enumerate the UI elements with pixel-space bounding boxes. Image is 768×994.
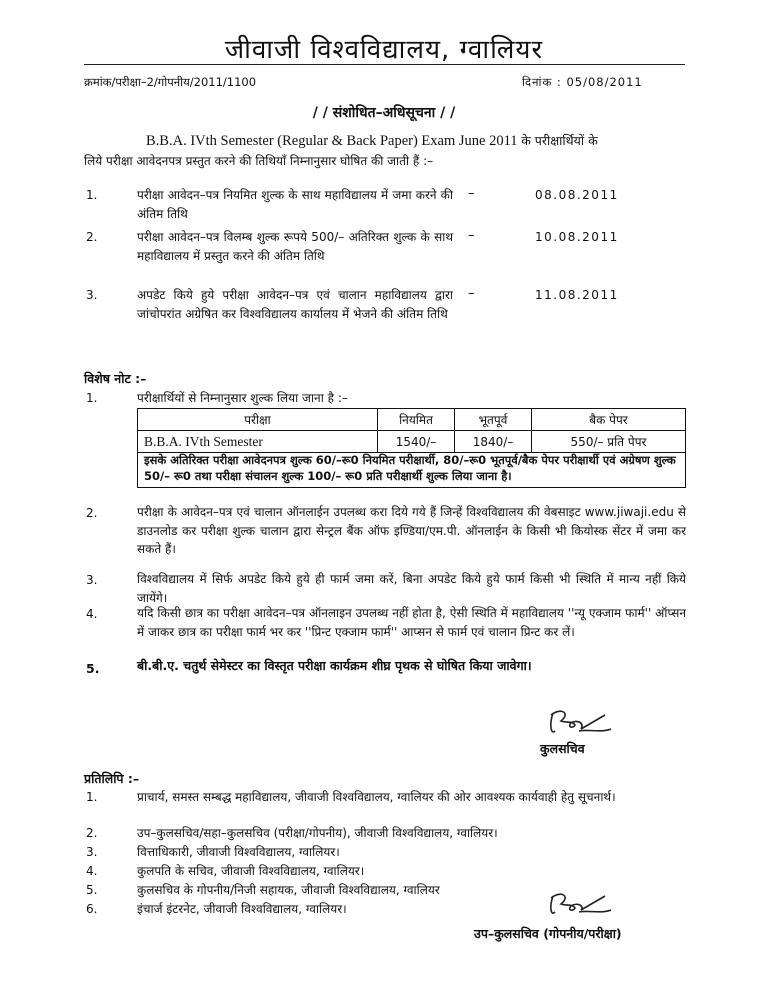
schedule-date: 11.08.2011 <box>535 288 619 302</box>
fee-table <box>137 408 686 453</box>
copy-num: 1. <box>86 790 98 804</box>
fee-note: इसके अतिरिक्त परीक्षा आवेदनपत्र शुल्क 60/–रू0 नियमित परीक्षार्थी, 80/–रू0 भूतपूर्व/बैक पेपर परीक्षार्थी एवं अग्रेषण शुल्क 50/– रू0 तथा परीक्षा संचालन शुल्क 100/– रू0 प्रति परीक्षार्थी शुल्क लिया जाना है। <box>137 450 686 488</box>
copy-num: 2. <box>86 826 98 840</box>
fee-cell-regular: 1540/– <box>378 431 455 453</box>
fee-cell-exam: B.B.A. IVth Semester <box>138 431 378 453</box>
special-note-heading: विशेष नोट :– <box>84 371 147 386</box>
fee-header-exam: परीक्षा <box>138 409 378 431</box>
note-text: यदि किसी छात्र का परीक्षा आवेदन–पत्र ऑनलाइन उपलब्ध नहीं होता है, ऐसी स्थिति में महाविद्यालय ''न्यू एक्जाम फार्म'' ऑप्सन में जाकर छात्र का परीक्षा फार्म भर कर ''प्रिन्ट एक्जाम फार्म'' आप्सन से फार्म एवं चालान प्रिन्ट कर लें। <box>137 606 686 639</box>
intro-exam-name: B.B.A. IVth Semester (Regular & Back Paper) Exam June 2011 <box>146 133 518 149</box>
university-title: जीवाजी विश्वविद्यालय, ग्वालियर <box>224 35 544 65</box>
schedule-num: 3. <box>86 288 98 302</box>
schedule-num: 2. <box>86 230 98 244</box>
copy-num: 5. <box>86 883 98 897</box>
intro-line-1-hindi: के परीक्षार्थियों के <box>521 133 598 148</box>
note-text: विश्वविद्यालय में सिर्फ अपडेट किये हुये ही फार्म जमा करें, बिना अपडेट किये हुये फार्म किसी भी स्थिति में मान्य नहीं किये जायेंगे। <box>137 572 686 605</box>
fee-header-regular: नियमित <box>378 409 455 431</box>
schedule-text: अपडेट किये हुये परीक्षा आवेदन–पत्र एवं चालान महाविद्यालय द्वारा जांचोपरांत अग्रेषित कर विश्वविद्यालय कार्यालय में भेजने की अंतिम तिथि <box>137 288 453 321</box>
schedule-dash: – <box>468 286 475 301</box>
copy-text: उप–कुलसचिव/सहा–कुलसचिव (परीक्षा/गोपनीय), जीवाजी विश्वविद्यालय, ग्वालियर। <box>137 826 498 840</box>
note-num: 2. <box>86 506 98 520</box>
copy-num: 3. <box>86 845 98 859</box>
note-num: 5. <box>86 661 100 676</box>
signatory-registrar: कुलसचिव <box>540 741 585 756</box>
copy-to-heading: प्रतिलिपि :– <box>84 771 140 786</box>
fee-table-header <box>138 409 686 431</box>
copy-num: 4. <box>86 864 98 878</box>
fee-header-back-paper: बैक पेपर <box>532 409 686 431</box>
fee-cell-ex: 1840/– <box>455 431 532 453</box>
reference-number: क्रमांक/परीक्षा–2/गोपनीय/2011/1100 <box>84 75 257 89</box>
copy-text: इंचार्ज इंटरनेट, जीवाजी विश्वविद्यालय, ग्वालियर। <box>137 902 347 916</box>
header-divider <box>84 64 685 65</box>
intro-line-1 <box>146 132 598 150</box>
date-value: 05/08/2011 <box>566 75 643 89</box>
copy-text: कुलपति के सचिव, जीवाजी विश्वविद्यालय, ग्वालियर। <box>137 864 365 878</box>
fee-header-ex: भूतपूर्व <box>455 409 532 431</box>
note-text: बी.बी.ए. चतुर्थ सेमेस्टर का विस्तृत परीक्षा कार्यक्रम शीघ्र पृथक से घोषित किया जावेगा। <box>137 658 532 673</box>
note-text: परीक्षा के आवेदन–पत्र एवं चालान ऑनलाईन उपलब्ध करा दिये गये हैं जिन्हें विश्वविद्यालय की वेबसाइट www.jiwaji.edu से डाउनलोड कर परीक्षा शुल्क चालान द्वारा सेन्ट्रल बैंक ऑफ इण्डिया/एम.पी. ऑनलाईन के किसी भी कियोस्क सेंटर में जमा कर सकते हैं। <box>137 505 686 556</box>
note-num: 1. <box>86 391 98 405</box>
copy-text: वित्ताधिकारी, जीवाजी विश्वविद्यालय, ग्वालियर। <box>137 845 340 859</box>
notice-date <box>522 75 643 90</box>
schedule-dash: – <box>468 228 475 243</box>
signatory-deputy-registrar: उप–कुलसचिव (गोपनीय/परीक्षा) <box>474 926 622 941</box>
notice-heading: / / संशोधित–अधिसूचना / / <box>312 105 456 121</box>
copy-text: प्राचार्य, समस्त सम्बद्ध महाविद्यालय, जीवाजी विश्वविद्यालय, ग्वालियर की ओर आवश्यक कार्यवाही हेतु सूचनार्थ। <box>137 790 616 804</box>
signature-2 <box>545 888 615 922</box>
date-label: दिनांक : <box>522 75 562 89</box>
fee-cell-back-paper: 550/– प्रति पेपर <box>532 431 686 453</box>
schedule-num: 1. <box>86 188 98 202</box>
signature-1 <box>545 705 615 741</box>
note-text: परीक्षार्थियों से निम्नानुसार शुल्क लिया जाना है :– <box>137 391 348 405</box>
schedule-text: परीक्षा आवेदन–पत्र विलम्ब शुल्क रूपये 500/– अतिरिक्त शुल्क के साथ महाविद्यालय में प्रस्तुत करने की अंतिम तिथि <box>137 230 453 263</box>
schedule-date: 08.08.2011 <box>535 188 619 202</box>
copy-text: कुलसचिव के गोपनीय/निजी सहायक, जीवाजी विश्वविद्यालय, ग्वालियर <box>137 883 440 897</box>
schedule-dash: – <box>468 186 475 201</box>
schedule-text: परीक्षा आवेदन–पत्र नियमित शुल्क के साथ महाविद्यालय में जमा करने की अंतिम तिथि <box>137 188 453 221</box>
intro-line-2: लिये परीक्षा आवेदनपत्र प्रस्तुत करने की तिथियाँ निम्नानुसार घोषित की जाती हैं :– <box>84 154 434 168</box>
copy-num: 6. <box>86 902 98 916</box>
schedule-date: 10.08.2011 <box>535 230 619 244</box>
note-num: 3. <box>86 573 98 587</box>
note-num: 4. <box>86 607 98 621</box>
